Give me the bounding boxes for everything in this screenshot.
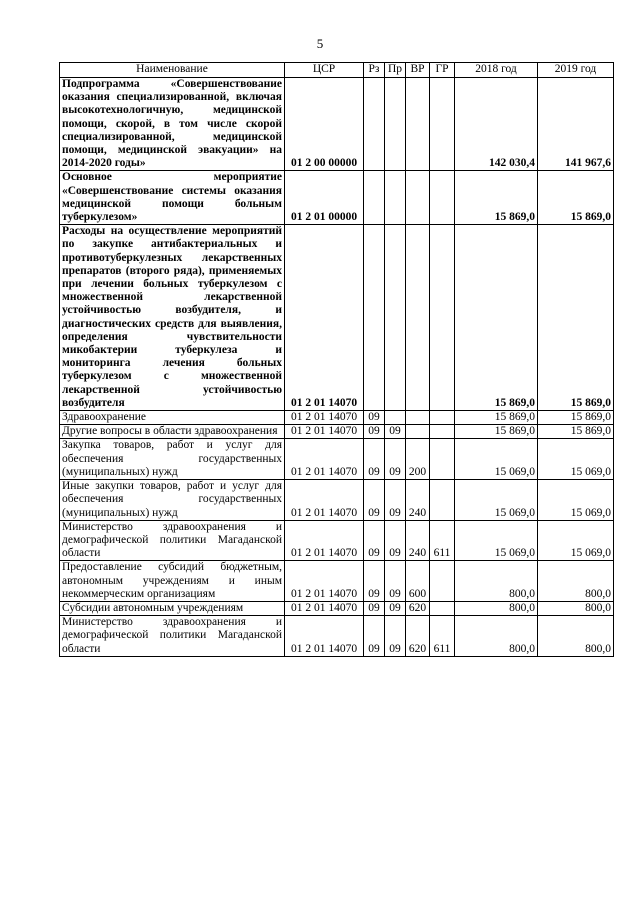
row-2018: 15 069,0 [455,480,538,521]
row-pr: 09 [385,520,406,561]
header-row [60,63,614,78]
row-vr [406,411,430,425]
row-2019: 800,0 [538,561,614,602]
row-rz [364,78,385,171]
row-name: Министерство здравоохранения и демографической политики Магаданской области [60,616,285,657]
row-vr: 200 [406,439,430,480]
row-csr: 01 2 01 14070 [285,225,364,411]
row-2019: 141 967,6 [538,78,614,171]
row-pr: 09 [385,601,406,615]
row-vr: 240 [406,520,430,561]
row-2019: 15 869,0 [538,425,614,439]
row-name: Предоставление субсидий бюджетным, автономным учреждениям и иным некоммерческим организациям [60,561,285,602]
row-rz [364,171,385,225]
row-gr [430,425,455,439]
row-pr: 09 [385,480,406,521]
table-row [60,225,614,411]
row-name: Министерство здравоохранения и демографической политики Магаданской области [60,520,285,561]
table-row [60,171,614,225]
row-gr [430,411,455,425]
row-2019: 15 069,0 [538,480,614,521]
row-name: Подпрограмма «Совершенствование оказания специализированной, включая высокотехнологичную, медицинской помощи, скорой, в том числе скорой специализированной, медицинской помощи, медицинской эвакуации» на 2014-2020 годы» [60,78,285,171]
header-2019: 2019 год [538,63,614,78]
row-gr: 611 [430,520,455,561]
row-rz [364,225,385,411]
header-csr: ЦСР [285,63,364,78]
row-2019: 15 869,0 [538,411,614,425]
row-2018: 800,0 [455,616,538,657]
table-row [60,561,614,602]
row-pr: 09 [385,616,406,657]
row-csr: 01 2 01 14070 [285,561,364,602]
row-gr [430,171,455,225]
row-2019: 800,0 [538,601,614,615]
row-2018: 15 069,0 [455,439,538,480]
row-pr: 09 [385,425,406,439]
table-row [60,78,614,171]
row-csr: 01 2 01 14070 [285,601,364,615]
row-pr [385,171,406,225]
row-2018: 15 069,0 [455,520,538,561]
table-row [60,425,614,439]
row-rz: 09 [364,520,385,561]
row-vr: 600 [406,561,430,602]
table-row [60,411,614,425]
row-2018: 15 869,0 [455,425,538,439]
header-pr: Пр [385,63,406,78]
row-gr [430,601,455,615]
row-csr: 01 2 00 00000 [285,78,364,171]
row-gr: 611 [430,616,455,657]
row-vr: 240 [406,480,430,521]
row-gr [430,439,455,480]
row-csr: 01 2 01 14070 [285,480,364,521]
row-2018: 800,0 [455,561,538,602]
row-2019: 15 869,0 [538,225,614,411]
row-2018: 15 869,0 [455,411,538,425]
row-vr [406,225,430,411]
row-vr: 620 [406,616,430,657]
row-rz: 09 [364,480,385,521]
row-name: Субсидии автономным учреждениям [60,601,285,615]
row-2019: 800,0 [538,616,614,657]
row-csr: 01 2 01 14070 [285,439,364,480]
table-row [60,601,614,615]
row-2018: 142 030,4 [455,78,538,171]
row-rz: 09 [364,601,385,615]
row-pr: 09 [385,439,406,480]
row-gr [430,480,455,521]
row-2019: 15 869,0 [538,171,614,225]
row-name: Расходы на осуществление мероприятий по закупке антибактериальных и противотуберкулезных лекарственных препаратов (второго ряда), применяемых при лечении больных туберкулезом с множественной лекарственной устойчивостью возбудителя, и диагностических средств для выявления, определения чувствительности микобактерии туберкулеза и мониторинга лечения больных туберкулезом с множественной лекарственной устойчивостью возбудителя [60,225,285,411]
table-row [60,520,614,561]
row-pr [385,411,406,425]
row-2019: 15 069,0 [538,439,614,480]
header-gr: ГР [430,63,455,78]
row-name: Закупка товаров, работ и услуг для обеспечения государственных (муниципальных) нужд [60,439,285,480]
row-pr: 09 [385,561,406,602]
row-pr [385,225,406,411]
row-2019: 15 069,0 [538,520,614,561]
row-pr [385,78,406,171]
row-vr [406,78,430,171]
row-2018: 800,0 [455,601,538,615]
row-csr: 01 2 01 14070 [285,520,364,561]
row-vr [406,171,430,225]
row-gr [430,561,455,602]
header-name: Наименование [60,63,285,78]
table-row [60,480,614,521]
row-csr: 01 2 01 14070 [285,616,364,657]
row-csr: 01 2 01 14070 [285,425,364,439]
row-csr: 01 2 01 00000 [285,171,364,225]
row-rz: 09 [364,616,385,657]
header-2018: 2018 год [455,63,538,78]
table-row [60,439,614,480]
table-row [60,616,614,657]
row-name: Иные закупки товаров, работ и услуг для обеспечения государственных (муниципальных) нужд [60,480,285,521]
row-rz: 09 [364,561,385,602]
budget-table [59,62,614,657]
row-name: Здравоохранение [60,411,285,425]
header-rz: Рз [364,63,385,78]
row-2018: 15 869,0 [455,171,538,225]
row-vr: 620 [406,601,430,615]
row-rz: 09 [364,411,385,425]
row-vr [406,425,430,439]
row-rz: 09 [364,425,385,439]
page-number: 5 [316,36,324,51]
header-vr: ВР [406,63,430,78]
row-2018: 15 869,0 [455,225,538,411]
row-rz: 09 [364,439,385,480]
row-csr: 01 2 01 14070 [285,411,364,425]
row-gr [430,78,455,171]
row-gr [430,225,455,411]
row-name: Основное мероприятие «Совершенствование системы оказания медицинской помощи больным туберкулезом» [60,171,285,225]
row-name: Другие вопросы в области здравоохранения [60,425,285,439]
